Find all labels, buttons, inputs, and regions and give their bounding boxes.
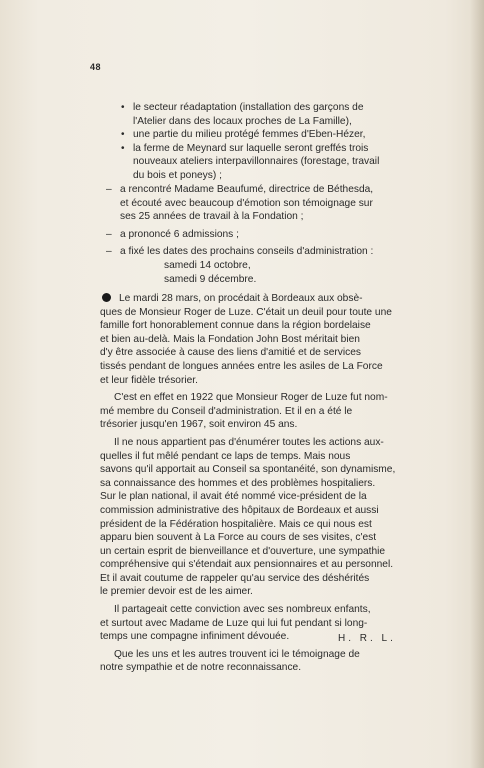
text-line: sa connaissance des hommes et des problèmes hospitaliers. — [100, 477, 376, 489]
text-line: quelles il fut mêlé pendant ce laps de temps. Mais nous — [100, 450, 351, 462]
text-line: un certain esprit de bienveillance et d'ouverture, une sympathie — [100, 545, 386, 557]
text-line: a fixé les dates des prochains conseils d'administration : — [120, 246, 374, 258]
text-line: le secteur réadaptation (installation des garçons de — [133, 102, 364, 113]
text-line: d'y être associée à cause des liens d'amitié et de services — [100, 347, 361, 359]
dash-icon: – — [106, 228, 112, 240]
text-line: trésorier jusqu'en 1967, soit environ 45 ans. — [100, 419, 298, 431]
text-line: Sur le plan national, il avait été nommé vice-président de la — [100, 491, 367, 503]
dash-icon: – — [106, 246, 112, 258]
dash-item — [106, 245, 396, 259]
bullet-icon: • — [121, 129, 125, 141]
bullet-item — [100, 128, 396, 142]
text-line: C'est en effet en 1922 que Monsieur Roger de Luze fut nom- — [114, 392, 388, 404]
text-line: apparu bien souvent à La Force au cours de ses visites, c'est — [100, 532, 377, 544]
page-number: 48 — [90, 62, 102, 72]
text-line: a rencontré Madame Beaufumé, directrice de Béthesda, — [120, 184, 374, 195]
text-line: famille fort honorablement connue dans la région bordelaise — [100, 320, 371, 332]
text-line: et leur fidèle trésorier. — [100, 374, 198, 386]
bullet-item — [100, 101, 396, 128]
bullet-icon: • — [121, 102, 125, 113]
text-line: Il ne nous appartient pas d'énumérer toutes les actions aux- — [114, 436, 384, 448]
text-line: a prononcé 6 admissions ; — [120, 228, 239, 240]
text-line: du bois et poneys) ; — [133, 169, 222, 181]
text-line: tissés pendant de longues années entre les asiles de La Force — [100, 360, 383, 372]
text-line: Il partageait cette conviction avec ses nombreux enfants, — [114, 604, 371, 616]
paragraph — [100, 391, 400, 432]
dash-icon: – — [106, 184, 112, 195]
date-line: samedi 14 octobre, — [164, 259, 251, 271]
text-line: et bien au-delà. Mais la Fondation John Bost méritait bien — [100, 333, 360, 345]
text-line: président de la Fédération hospitalière. Mais ce qui nous est — [100, 518, 372, 530]
paragraph — [100, 436, 400, 599]
text-line: une partie du milieu protégé femmes d'Eben-Hézer, — [133, 129, 366, 141]
bullet-icon: • — [121, 142, 125, 154]
text-line: Et il avait coutume de rappeler qu'au service des déshérités — [100, 572, 370, 584]
text-line: savons qu'il apportait au Conseil sa spontanéité, son dynamisme, — [100, 464, 396, 476]
text-line: ses 25 années de travail à la Fondation ; — [120, 211, 304, 223]
dash-item — [106, 183, 396, 224]
dash-item — [106, 228, 396, 242]
text-line: commission administrative des hôpitaux de Bordeaux et aussi — [100, 504, 379, 516]
text-line: l'Atelier dans des locaux proches de La Famille), — [133, 115, 352, 127]
text-line: mé membre du Conseil d'administration. Et il en a été le — [100, 405, 353, 417]
text-line: et écouté avec beaucoup d'émotion son témoignage sur — [120, 197, 373, 209]
obituary-section — [100, 292, 400, 675]
text-line: temps une compagne infiniment dévouée. — [100, 631, 290, 643]
paragraph — [100, 648, 400, 675]
text-line: compréhensive qui s'étendait aux pensionnaires et au personnel. — [100, 559, 394, 571]
text-line: et surtout avec Madame de Luze qui lui fut pendant si long- — [100, 617, 368, 629]
text-span: Le mardi 28 mars, on procédait à Bordeaux aux obsè- — [119, 293, 363, 304]
text-line: ques de Monsieur Roger de Luze. C'était un deuil pour toute une — [100, 306, 392, 318]
dash-list — [106, 183, 396, 286]
text-line: Que les uns et les autres trouvent ici le témoignage de — [114, 648, 360, 660]
text-line: notre sympathie et de notre reconnaissance. — [100, 662, 302, 674]
text-line: nouveaux ateliers interpavillonnaires (forestage, travail — [133, 156, 380, 168]
page-edge-shadow — [470, 0, 484, 768]
text-line: le premier devoir est de les aimer. — [100, 586, 253, 598]
bullet-list — [100, 101, 396, 183]
bullet-dot-icon — [102, 293, 111, 302]
date-line: samedi 9 décembre. — [164, 273, 257, 285]
meeting-dates — [110, 259, 396, 286]
paragraph — [100, 292, 400, 387]
text-line: la ferme de Meynard sur laquelle seront greffés trois — [133, 142, 369, 154]
text-line — [100, 292, 400, 306]
signature-initials: H. R. L. — [338, 633, 396, 644]
bullet-item — [100, 142, 396, 183]
